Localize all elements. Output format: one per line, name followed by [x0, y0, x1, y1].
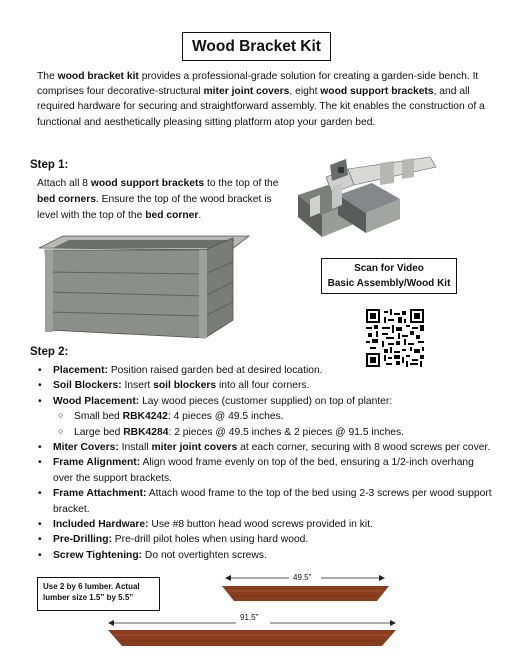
- qr-code[interactable]: [366, 309, 424, 367]
- list-item: • Placement: Position raised garden bed at desired location.: [38, 365, 323, 376]
- list-item: • Miter Covers: Install miter joint covers at each corner, securing with 8 wood screws per cover.: [38, 442, 491, 454]
- step1-heading: Step 1:: [30, 159, 69, 171]
- list-item: • Frame Attachment: Attach wood frame to the top of the bed using 2-3 screws per wood support bracket.: [38, 488, 492, 515]
- raised-garden-bed-illustration: [35, 234, 267, 342]
- wood-board-long: [108, 630, 396, 647]
- step2-list: [38, 363, 493, 563]
- sub-list-item: ○ Large bed RBK4284: 2 pieces @ 49.5 inches & 2 pieces @ 91.5 inches.: [58, 425, 405, 438]
- bracket-corner-illustration: [290, 155, 440, 250]
- dimension-label-short: 49.5”: [293, 573, 312, 582]
- scan-for-video-box: [321, 258, 457, 294]
- step1-instructions: Attach all 8 wood support brackets to the top of the bed corners. Ensure the top of the wood bracket is level with the top of the bed corner.: [37, 178, 279, 221]
- dimension-label-long: 91.5”: [240, 613, 259, 622]
- list-item: • Frame Alignment: Align wood frame evenly on top of the bed, ensuring a 1/2-inch overhang over the support brackets.: [38, 457, 474, 484]
- list-item: • Screw Tightening: Do not overtighten screws.: [38, 549, 267, 561]
- lumber-size-note: Use 2 by 6 lumber. Actual lumber size 1.5” by 5.5”: [37, 577, 160, 611]
- step2-heading: Step 2:: [30, 346, 69, 358]
- list-item: • Pre-Drilling: Pre-drill pilot holes when using hard wood.: [38, 534, 309, 546]
- list-item: • Soil Blockers: Insert soil blockers into all four corners.: [38, 380, 310, 392]
- intro-paragraph: The wood bracket kit provides a professional-grade solution for creating a garden-side bench. It comprises four decorative-structural miter joint covers, eight wood support brackets, and all required hardware for securing and straightforward assembly. The kit enables the construction of a functional and aesthetically pleasing sitting platform atop your garden bed.: [37, 71, 485, 128]
- page-title: Wood Bracket Kit: [182, 32, 331, 61]
- sub-list-item: ○ Small bed RBK4242: 4 pieces @ 49.5 inches.: [58, 410, 284, 423]
- scan-line-2: Basic Assembly/Wood Kit: [327, 278, 451, 289]
- list-item: • Wood Placement: Lay wood pieces (customer supplied) on top of planter:: [38, 395, 393, 407]
- wood-board-short: [222, 586, 389, 602]
- list-item: • Included Hardware: Use #8 button head wood screws provided in kit.: [38, 519, 373, 531]
- scan-line-1: Scan for Video: [354, 263, 424, 274]
